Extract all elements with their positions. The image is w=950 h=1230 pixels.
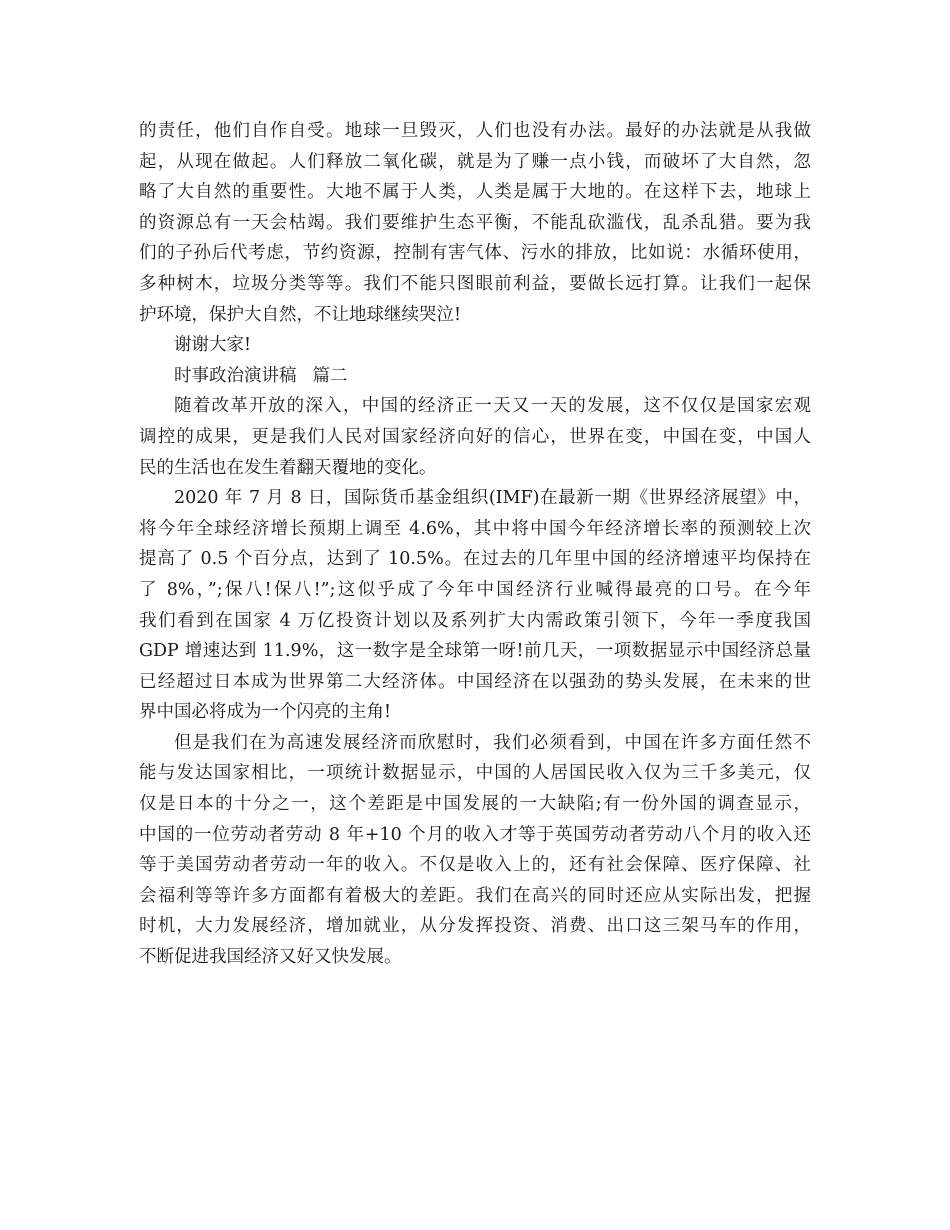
text-line: GDP 增速达到 11.9%，这一数字是全球第一呀!前几天，一项数据显示中国经济总量 bbox=[139, 641, 811, 662]
text-line: 会福利等等许多方面都有着极大的差距。我们在高兴的同时还应从实际出发，把握 bbox=[139, 885, 811, 906]
text-line: 已经超过日本成为世界第二大经济体。中国经济在以强劲的势头发展，在未来的世 bbox=[139, 671, 811, 692]
text-line: 2020 年 7 月 8 日，国际货币基金组织(IMF)在最新一期《世界经济展望》中， bbox=[174, 488, 811, 509]
text-line: 调控的成果，更是我们人民对国家经济向好的信心，世界在变，中国在变，中国人 bbox=[139, 426, 811, 447]
text-line: 民的生活也在发生着翻天覆地的变化。 bbox=[139, 457, 437, 478]
text-line: 略了大自然的重要性。大地不属于人类，人类是属于大地的。在这样下去，地球上 bbox=[139, 182, 811, 203]
text-line: 随着改革开放的深入，中国的经济正一天又一天的发展，这不仅仅是国家宏观 bbox=[174, 396, 811, 417]
section-title: 时事政治演讲稿 bbox=[174, 365, 297, 386]
text-line: 多种树木，垃圾分类等等。我们不能只图眼前利益，要做长远打算。让我们一起保 bbox=[139, 273, 811, 294]
text-line: 护环境，保护大自然，不让地球继续哭泣! bbox=[139, 304, 462, 325]
text-line: 界中国必将成为一个闪亮的主角! bbox=[139, 702, 392, 723]
text-line: 等于美国劳动者劳动一年的收入。不仅是收入上的，还有社会保障、医疗保障、社 bbox=[139, 855, 811, 876]
text-line: 中国的一位劳动者劳动 8 年+10 个月的收入才等于英国劳动者劳动八个月的收入还 bbox=[139, 824, 811, 845]
text-line: 将今年全球经济增长预期上调至 4.6%，其中将中国今年经济增长率的预测较上次 bbox=[139, 518, 811, 539]
section-heading bbox=[139, 361, 811, 392]
text-line: 起，从现在做起。人们释放二氧化碳，就是为了赚一点小钱，而破坏了大自然，忽 bbox=[139, 151, 811, 172]
section-number: 篇二 bbox=[312, 365, 348, 386]
text-line: 们的子孙后代考虑，节约资源，控制有害气体、污水的排放，比如说：水循环使用， bbox=[139, 243, 811, 264]
document-body bbox=[139, 116, 811, 973]
text-line: 的资源总有一天会枯竭。我们要维护生态平衡，不能乱砍滥伐，乱杀乱猎。要为我 bbox=[139, 212, 811, 233]
text-line: 了 8%，”;保八!保八!”;这似乎成了今年中国经济行业喊得最亮的口号。在今年 bbox=[139, 579, 811, 600]
text-line: 能与发达国家相比，一项统计数据显示，中国的人居国民收入仅为三千多美元，仅 bbox=[139, 763, 811, 784]
text-line: 的责任，他们自作自受。地球一旦毁灭，人们也没有办法。最好的办法就是从我做 bbox=[139, 121, 811, 141]
closing-line: 谢谢大家! bbox=[174, 335, 252, 356]
text-line: 但是我们在为高速发展经济而欣慰时，我们必须看到，中国在许多方面任然不 bbox=[174, 732, 811, 753]
text-line: 不断促进我国经济又好又快发展。 bbox=[139, 947, 402, 968]
text-line: 我们看到在国家 4 万亿投资计划以及系列扩大内需政策引领下，今年一季度我国 bbox=[139, 610, 811, 631]
text-line: 提高了 0.5 个百分点，达到了 10.5%。在过去的几年里中国的经济增速平均保持在 bbox=[139, 549, 811, 570]
text-line: 时机，大力发展经济，增加就业，从分发挥投资、消费、出口这三架马车的作用， bbox=[139, 916, 811, 937]
text-line: 仅是日本的十分之一，这个差距是中国发展的一大缺陷;有一份外国的调查显示， bbox=[139, 794, 811, 815]
